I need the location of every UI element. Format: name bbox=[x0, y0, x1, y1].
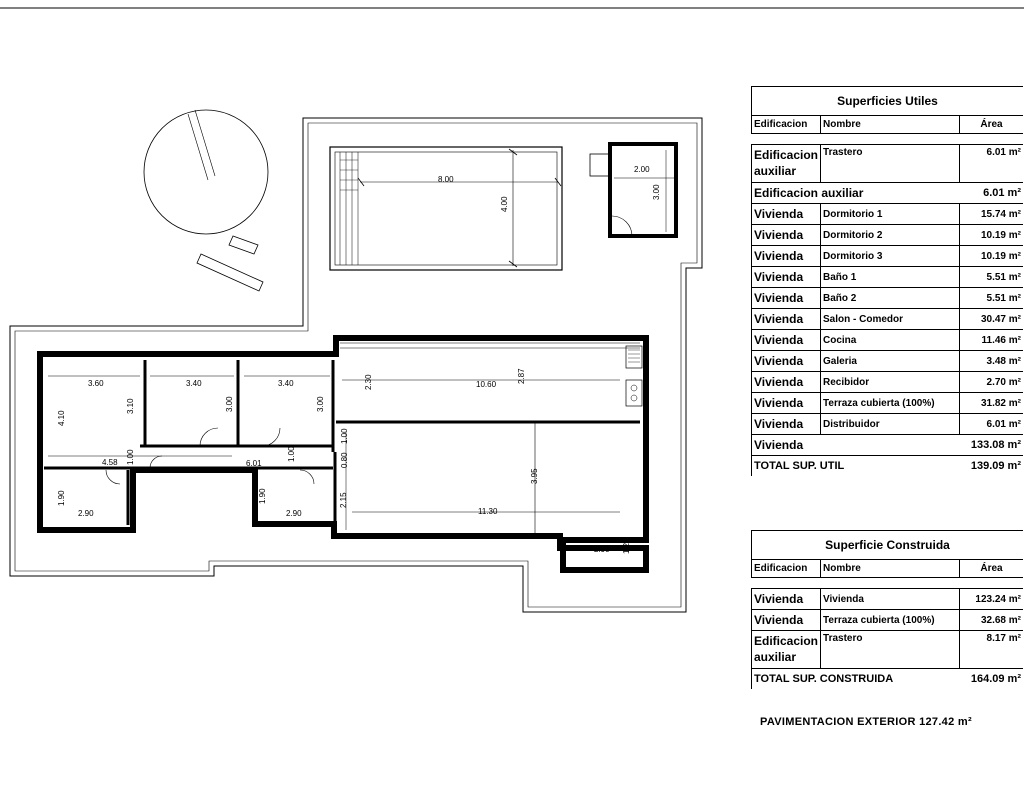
dim-room3-depth: 3.00 bbox=[225, 396, 234, 412]
dim-corridor-width: 1.00 bbox=[287, 446, 296, 462]
dim-living-length: 11.30 bbox=[478, 507, 498, 516]
dim-room1-width: 3.60 bbox=[88, 379, 104, 388]
dim-gallery-width: 2.90 bbox=[594, 545, 610, 554]
dim-pool-width: 4.00 bbox=[500, 196, 509, 212]
table-row: Edificacion auxiliar Trastero 8.17 m² bbox=[752, 631, 1024, 669]
table-total: TOTAL SUP. CONSTRUIDA 164.09 m² bbox=[752, 669, 1024, 690]
dim-room2-depth: 3.10 bbox=[126, 398, 135, 414]
dim-terrace-depth: 2.87 bbox=[517, 368, 526, 384]
dim-corridor-width-c: 0.80 bbox=[340, 452, 349, 468]
header-edificacion: Edificacion bbox=[752, 560, 821, 578]
dim-gallery-depth: 1.20 bbox=[622, 538, 631, 554]
dim-corridor-width-b: 1.00 bbox=[340, 428, 349, 444]
sun-lounger-icon bbox=[197, 236, 263, 291]
table-row: Vivienda Baño 1 5.51 m² bbox=[752, 267, 1024, 288]
dim-living-side: 2.15 bbox=[339, 492, 348, 508]
dim-terrace-side: 2.30 bbox=[364, 374, 373, 390]
dim-room3-depth-b: 3.00 bbox=[316, 396, 325, 412]
pool bbox=[330, 147, 562, 270]
table-row: Vivienda Cocina 11.46 m² bbox=[752, 330, 1024, 351]
useful-areas-title: Superficies Utiles bbox=[752, 87, 1024, 116]
table-row: Vivienda Distribuidor 6.01 m² bbox=[752, 414, 1024, 435]
table-row: Vivienda Salon - Comedor 30.47 m² bbox=[752, 309, 1024, 330]
dim-bath1-depth: 1.90 bbox=[57, 490, 66, 506]
table-row: Vivienda Vivienda 123.24 m² bbox=[752, 589, 1024, 610]
dim-terrace-width: 10.60 bbox=[476, 380, 497, 389]
built-area-table bbox=[751, 530, 1023, 689]
table-row: Vivienda Dormitorio 1 15.74 m² bbox=[752, 204, 1024, 225]
header-area: Área bbox=[959, 116, 1023, 134]
dim-pool-length: 8.00 bbox=[438, 175, 454, 184]
table-row: Vivienda Terraza cubierta (100%) 31.82 m² bbox=[752, 393, 1024, 414]
storage-shed bbox=[590, 144, 676, 236]
header-nombre: Nombre bbox=[821, 116, 960, 134]
table-row: Vivienda Terraza cubierta (100%) 32.68 m² bbox=[752, 610, 1024, 631]
dim-bath1-width: 2.90 bbox=[78, 509, 94, 518]
dim-bath2-width: 2.90 bbox=[286, 509, 302, 518]
dim-bath2-depth: 1.90 bbox=[258, 488, 267, 504]
garden-table-icon bbox=[144, 110, 268, 234]
dim-storage-width: 2.00 bbox=[634, 165, 650, 174]
table-row: Vivienda Dormitorio 3 10.19 m² bbox=[752, 246, 1024, 267]
dim-room2-width: 3.40 bbox=[186, 379, 202, 388]
table-row: Edificacion auxiliar Trastero 6.01 m² bbox=[752, 145, 1024, 183]
table-row: Vivienda Baño 2 5.51 m² bbox=[752, 288, 1024, 309]
table-total: TOTAL SUP. UTIL 139.09 m² bbox=[752, 456, 1024, 477]
exterior-paving-label: PAVIMENTACION EXTERIOR 127.42 m² bbox=[760, 716, 972, 728]
dim-living-depth: 3.95 bbox=[530, 468, 539, 484]
header-edificacion: Edificacion bbox=[752, 116, 821, 134]
table-row: Edificacion auxiliar 6.01 m² bbox=[752, 183, 1024, 204]
dim-hall-width: 1.00 bbox=[126, 449, 135, 465]
dim-room3-width: 3.40 bbox=[278, 379, 294, 388]
dim-hall-length: 4.58 bbox=[102, 458, 118, 467]
dim-storage-depth: 3.00 bbox=[652, 184, 661, 200]
table-row: Vivienda Dormitorio 2 10.19 m² bbox=[752, 225, 1024, 246]
dim-corridor-length: 6.01 bbox=[246, 459, 262, 468]
table-row: Vivienda Galeria 3.48 m² bbox=[752, 351, 1024, 372]
header-nombre: Nombre bbox=[821, 560, 960, 578]
dim-room1-depth: 4.10 bbox=[57, 410, 66, 426]
table-row: Vivienda 133.08 m² bbox=[752, 435, 1024, 456]
built-area-title: Superficie Construida bbox=[752, 531, 1024, 560]
table-row: Vivienda Recibidor 2.70 m² bbox=[752, 372, 1024, 393]
header-area: Área bbox=[959, 560, 1023, 578]
useful-areas-table bbox=[751, 86, 1023, 476]
